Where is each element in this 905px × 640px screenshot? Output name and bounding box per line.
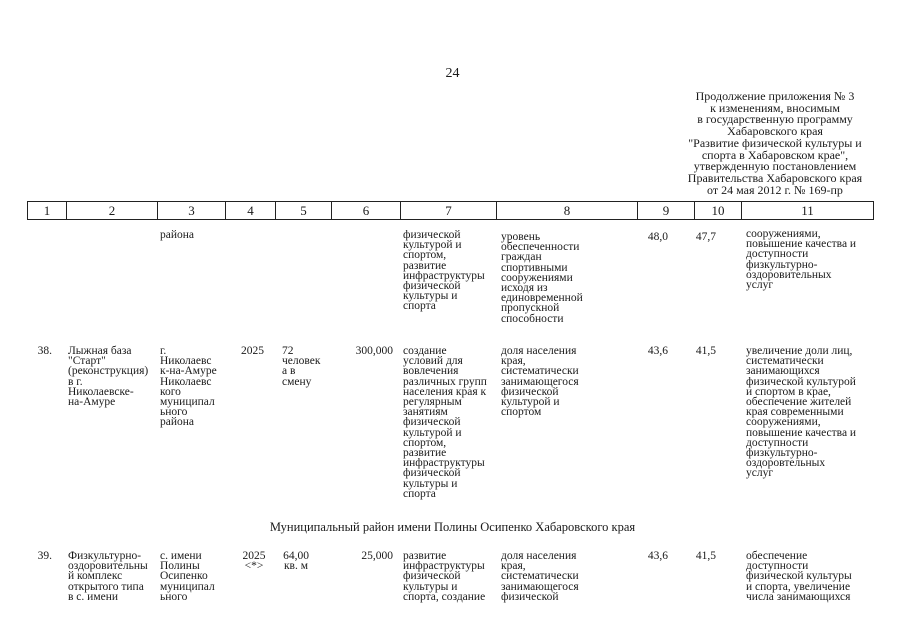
cell-value-1: 43,6 bbox=[647, 345, 668, 357]
cell-value-1: 48,0 bbox=[647, 231, 668, 243]
column-header-10: 10 bbox=[694, 201, 742, 220]
cell-goal: физической культурой и спортом, развитие инфраструктуры физической культуры и спорта bbox=[403, 229, 485, 313]
column-header-9: 9 bbox=[637, 201, 695, 220]
cell-amount: 300,000 bbox=[355, 345, 393, 357]
cell-capacity: 64,00 кв. м bbox=[283, 550, 309, 573]
cell-value-1: 43,6 bbox=[647, 550, 668, 562]
cell-object-name: Физкультурно- оздоровительны й комплекс открытого типа в с. имени bbox=[68, 550, 148, 603]
cell-value-2: 47,7 bbox=[695, 231, 716, 243]
appendix-header-line: к изменениям, вносимым bbox=[710, 100, 840, 115]
cell-capacity: 72 человек а в смену bbox=[282, 345, 321, 388]
cell-object-name: Лыжная база "Старт" (реконструкция) в г. Николаевске- на-Амуре bbox=[68, 345, 149, 409]
cell-goal: создание условий для вовлечения различных групп населения края к регулярным занятиям физической культурой и спортом, развитие инфраструктуры физической культуры и спорта bbox=[403, 345, 487, 500]
cell-indicator: доля населения края, систематически занимающегося физической bbox=[501, 550, 579, 603]
cell-location: района bbox=[160, 229, 195, 241]
appendix-header bbox=[663, 91, 887, 196]
cell-number: 39. bbox=[37, 550, 52, 562]
appendix-header-line: Продолжение приложения № 3 bbox=[695, 89, 855, 103]
appendix-header-line: Хабаровского края bbox=[727, 124, 823, 139]
column-header-4: 4 bbox=[225, 201, 276, 220]
page-number: 24 bbox=[445, 66, 460, 81]
column-header-3: 3 bbox=[157, 201, 226, 220]
cell-year: 2025 bbox=[241, 345, 264, 357]
column-header-1: 1 bbox=[27, 201, 67, 220]
column-header-11: 11 bbox=[741, 201, 874, 220]
column-header-5: 5 bbox=[275, 201, 332, 220]
cell-value-2: 41,5 bbox=[695, 345, 716, 357]
cell-result: обеспечение доступности физической культуры и спорта, увеличение числа занимающихся bbox=[746, 550, 852, 603]
cell-number: 38. bbox=[37, 345, 52, 357]
section-title: Муниципальный район имени Полины Осипенко Хабаровского края bbox=[269, 520, 636, 534]
column-header-8: 8 bbox=[496, 201, 638, 220]
cell-goal: развитие инфраструктуры физической культуры и спорта, создание bbox=[403, 550, 486, 603]
appendix-header-line: утвержденную постановлением bbox=[693, 159, 857, 174]
cell-result: сооружениями, повышение качества и доступности физкультурно- оздоровительных услуг bbox=[746, 228, 857, 292]
cell-location: г. Николаевс к-на-Амуре Николаевс кого муниципал ьного района bbox=[160, 345, 217, 429]
cell-indicator: уровень обеспеченности граждан спортивными сооружениями исходя из единовременной пропускной способности bbox=[501, 231, 583, 325]
cell-year: 2025 <*> bbox=[242, 550, 266, 573]
column-header-6: 6 bbox=[331, 201, 401, 220]
cell-value-2: 41,5 bbox=[695, 550, 716, 562]
cell-indicator: доля населения края, систематически занимающегося физической культурой и спортом bbox=[501, 345, 579, 419]
appendix-header-line: Правительства Хабаровского края bbox=[687, 170, 863, 185]
appendix-header-line: от 24 мая 2012 г. № 169-пр bbox=[707, 182, 843, 197]
appendix-header-line: в государственную программу bbox=[697, 112, 853, 127]
column-header-7: 7 bbox=[400, 201, 497, 220]
cell-amount: 25,000 bbox=[361, 550, 393, 562]
appendix-header-line: спорта в Хабаровском крае", bbox=[701, 147, 849, 162]
appendix-header-line: "Развитие физической культуры и bbox=[688, 135, 862, 150]
cell-location: с. имени Полины Осипенко муниципал ьного bbox=[160, 550, 215, 603]
cell-result: увеличение доли лиц, систематически занимающихся физической культурой и спортом в крае, обеспечение жителей края современными сооружениями, повышение качества и доступности физкультурно- оздоровтельных услуг bbox=[746, 345, 857, 480]
column-header-2: 2 bbox=[66, 201, 158, 220]
